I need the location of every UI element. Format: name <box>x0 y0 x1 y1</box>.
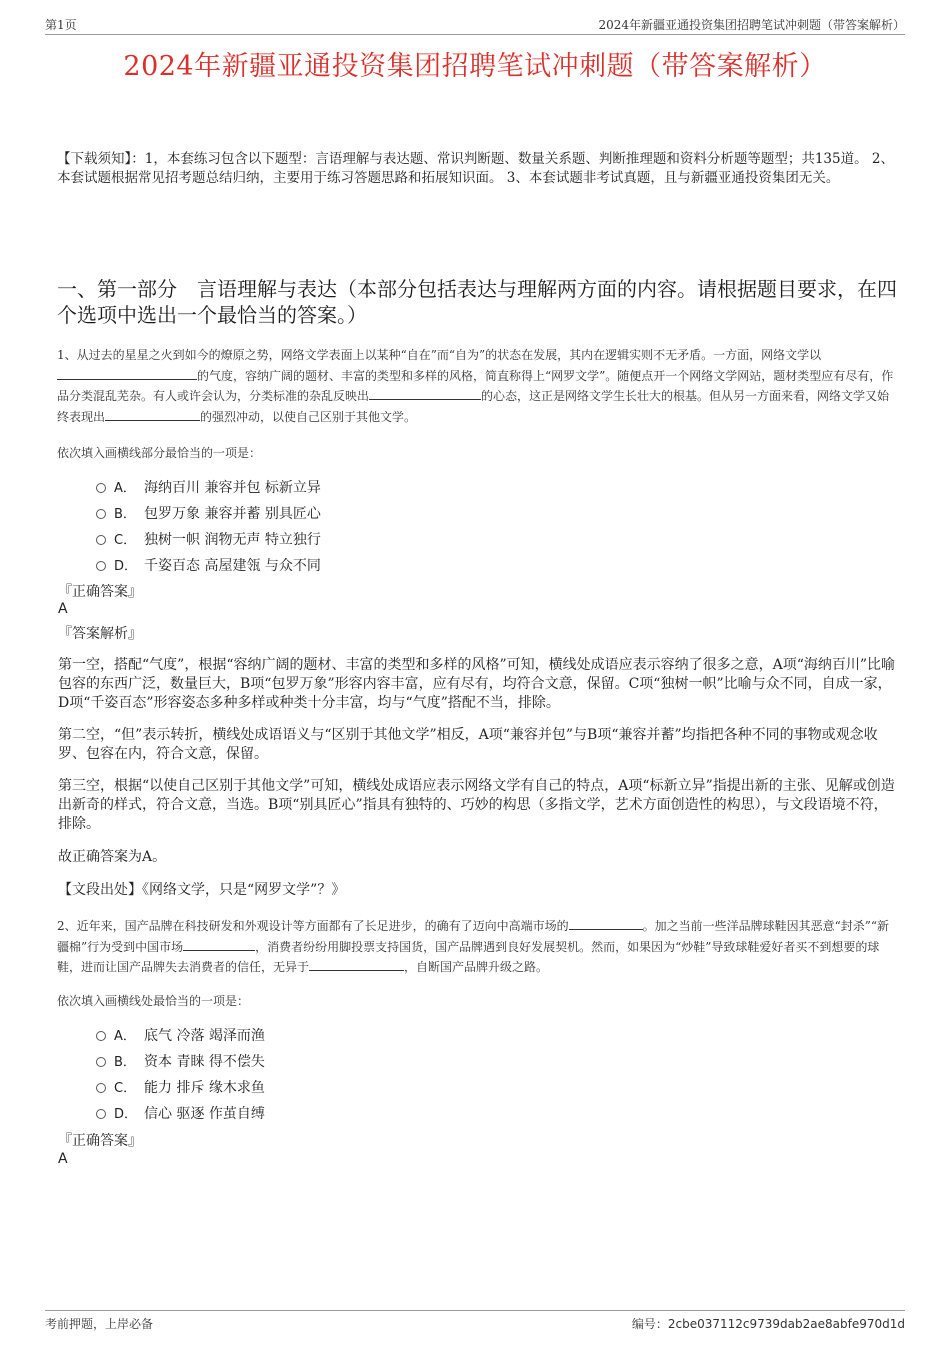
option-letter: B． <box>114 1055 136 1070</box>
q1-analysis-paragraph-2: 第二空，“但”表示转折，横线处成语语义与“区别于其他文学”相反，A项“兼容并包”与B项“兼容并蓄”均指把各种不同的事物或观念收罗、包容在内，符合文意，保留。 <box>58 727 878 762</box>
page-footer <box>45 1310 905 1331</box>
radio-button[interactable] <box>96 1057 106 1067</box>
question-2-text <box>57 916 897 978</box>
option-letter: A． <box>114 481 136 496</box>
q1-option-d[interactable] <box>96 555 321 575</box>
radio-button[interactable] <box>96 483 106 493</box>
option-text: 资本 青睐 得不偿失 <box>144 1054 265 1070</box>
option-letter: B． <box>114 507 136 522</box>
q1-answer: A <box>58 601 68 617</box>
option-text: 信心 驱逐 作茧自缚 <box>144 1106 265 1122</box>
radio-button[interactable] <box>96 509 106 519</box>
radio-button[interactable] <box>96 1083 106 1093</box>
radio-button[interactable] <box>96 1109 106 1119</box>
q1-text-part-b: 的气度，容纳广阔的题材、丰富的类型和多样的风格，简直称得上“网罗文学”。随便点开一个网络文学网站，题材类型应有尽有，作品分类混乱芜杂。有人或许会认为，分类标准的杂乱反映出 <box>57 368 894 403</box>
blank-line <box>569 917 643 930</box>
q1-source: 【文段出处】《网络文学，只是“网罗文学”？》 <box>58 882 346 898</box>
q2-prompt: 依次填入画横线处最恰当的一项是： <box>57 994 250 1008</box>
q2-answer-label: 『正确答案』 <box>58 1133 142 1149</box>
q2-text-part-b: 。加之当前一些洋品牌球鞋因其恶意“封杀”“新疆棉”行为受到中国市场 <box>57 919 890 954</box>
footer-code-label: 编号： <box>631 1317 668 1331</box>
option-text: 底气 冷落 竭泽而渔 <box>144 1028 265 1044</box>
q1-prompt: 依次填入画横线部分最恰当的一项是： <box>57 446 262 460</box>
q1-option-b[interactable] <box>96 503 321 523</box>
q1-analysis-paragraph-3: 第三空，根据“以使自己区别于其他文学”可知，横线处成语应表示网络文学有自己的特点，A项“标新立异”指提出新的主张、见解或创造出新奇的样式，符合文意，当选。B项“别具匠心”指具有独特的、巧妙的构思（多指文学，艺术方面创造性的构思），与文段语境不符，排除。 <box>58 778 895 832</box>
blank-line <box>369 387 481 400</box>
q2-text-part-a: 2、近年来，国产品牌在科技研发和外观设计等方面都有了长足进步，的确有了迈向中高端市场的 <box>57 919 569 933</box>
q2-text-part-c: ，消费者纷纷用脚投票支持国货，国产品牌遇到良好发展契机。然而，如果因为“炒鞋”导致球鞋爱好者买不到想要的球鞋，进而让国产品牌失去消费者的信任，无异于 <box>57 939 880 974</box>
option-letter: C． <box>114 533 137 548</box>
section-heading: 一、第一部分 言语理解与表达（本部分包括表达与理解两方面的内容。请根据题目要求，在四个选项中选出一个最恰当的答案。） <box>57 277 897 327</box>
page-number: 第1页 <box>45 18 77 32</box>
q1-analysis-conclusion: 故正确答案为A。 <box>58 849 167 865</box>
q1-text-part-a: 1、从过去的星星之火到如今的燎原之势，网络文学表面上以某种“自在”而“自为”的状态在发展，其内在逻辑实则不无矛盾。一方面，网络文学以 <box>57 348 822 362</box>
q1-text-part-c: 的心态，这正是网络文学生长壮大的根基。但从另一方面来看，网络文学又始终表现出 <box>57 389 890 424</box>
option-text: 能力 排斥 缘木求鱼 <box>144 1080 265 1096</box>
question-1-text <box>57 345 897 427</box>
option-letter: A． <box>114 1029 136 1044</box>
header-doc-title: 2024年新疆亚通投资集团招聘笔试冲刺题（带答案解析） <box>598 18 905 32</box>
q1-text-part-d: 的强烈冲动，以使自己区别于其他文学。 <box>200 409 417 424</box>
footer-slogan: 考前押题，上岸必备 <box>45 1317 154 1331</box>
option-text: 海纳百川 兼容并包 标新立异 <box>144 480 321 496</box>
q2-text-part-d: ，自断国产品牌升级之路。 <box>404 960 549 974</box>
option-text: 千姿百态 高屋建瓴 与众不同 <box>144 558 321 574</box>
q1-analysis-paragraph-1: 第一空，搭配“气度”，根据“容纳广阔的题材、丰富的类型和多样的风格”可知，横线处成语应表示容纳了很多之意，A项“海纳百川”比喻包容的东西广泛，数量巨大，B项“包罗万象”形容内容丰富，应有尽有，均符合文意，保留。C项“独树一帜”比喻与众不同，自成一家，D项“千姿百态”形容姿态多种多样或种类十分丰富，均与“气度”搭配不当，排除。 <box>58 657 896 711</box>
blank-line <box>57 367 197 380</box>
blank-line <box>183 938 255 951</box>
q1-analysis-label: 『答案解析』 <box>58 626 142 642</box>
footer-code-value: 2cbe037112c9739dab2ae8abfe970d1d <box>667 1317 905 1331</box>
option-text: 独树一帜 润物无声 特立独行 <box>144 532 321 548</box>
q2-option-b[interactable] <box>96 1051 265 1071</box>
page-title: 2024年新疆亚通投资集团招聘笔试冲刺题（带答案解析） <box>123 51 827 82</box>
download-notice: 【下载须知】：1，本套练习包含以下题型：言语理解与表达题、常识判断题、数量关系题、判断推理题和资料分析题等题型；共135道。 2、本套试题根据常见招考题总结归纳，主要用于练习答题思路和拓展知识面。 3、本套试题非考试真题，且与新疆亚通投资集团无关。 <box>57 151 894 186</box>
option-letter: D． <box>114 1107 138 1122</box>
radio-button[interactable] <box>96 535 106 545</box>
blank-line <box>105 408 200 421</box>
q1-option-a[interactable] <box>96 477 321 497</box>
page-header <box>45 16 905 35</box>
option-letter: C． <box>114 1081 137 1096</box>
q2-option-d[interactable] <box>96 1103 265 1123</box>
radio-button[interactable] <box>96 1031 106 1041</box>
blank-line <box>309 958 404 971</box>
footer-code <box>632 1315 905 1332</box>
q1-answer-label: 『正确答案』 <box>58 584 142 600</box>
option-text: 包罗万象 兼容并蓄 别具匠心 <box>144 506 321 522</box>
option-letter: D． <box>114 559 138 574</box>
q1-option-c[interactable] <box>96 529 321 549</box>
q2-answer: A <box>58 1151 68 1167</box>
radio-button[interactable] <box>96 561 106 571</box>
q2-option-a[interactable] <box>96 1025 265 1045</box>
q2-option-c[interactable] <box>96 1077 265 1097</box>
